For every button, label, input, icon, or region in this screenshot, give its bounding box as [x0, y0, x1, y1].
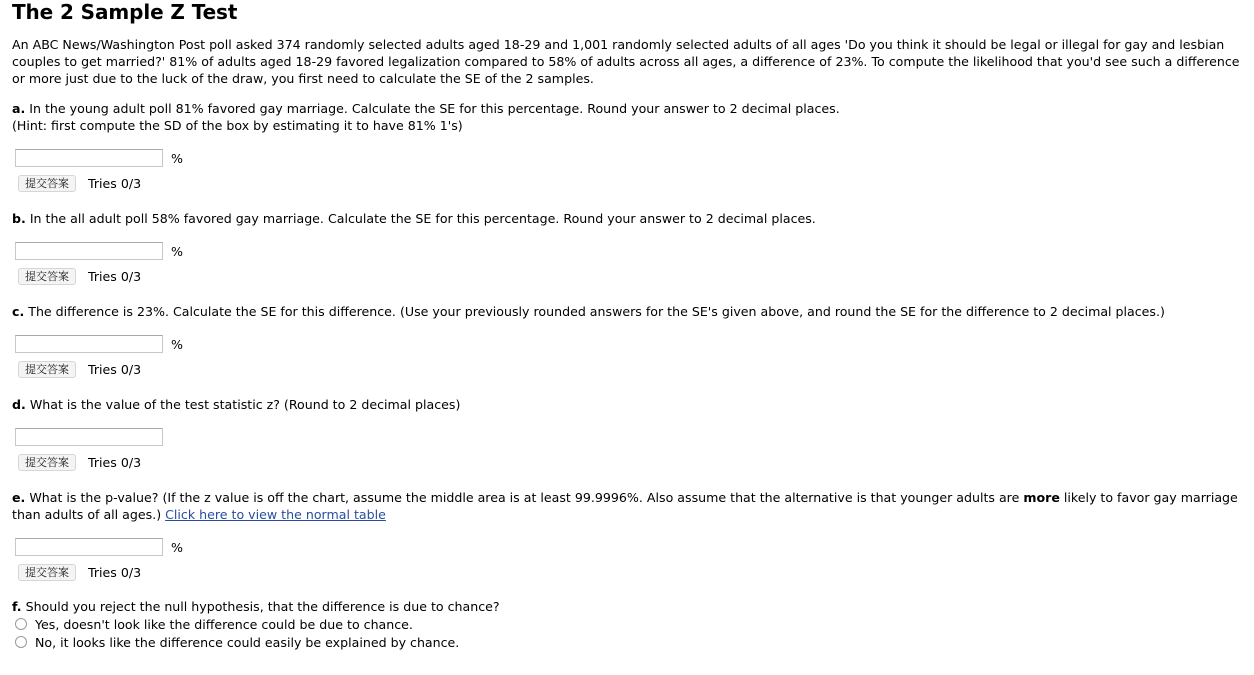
question-c: [12, 303, 1242, 320]
question-e-emphasis: more: [1023, 490, 1060, 505]
tries-counter-a: Tries 0/3: [88, 175, 142, 191]
submit-row-a: [12, 174, 1242, 192]
question-d-letter: d.: [12, 397, 26, 412]
answer-row-c: [12, 335, 1242, 353]
question-a-letter: a.: [12, 101, 26, 116]
submit-row-d: [12, 453, 1242, 471]
intro-paragraph: An ABC News/Washington Post poll asked 374 randomly selected adults aged 18-29 and 1,001 randomly selected adults of all ages 'Do you think it should be legal or illegal for gay and lesbian couples to get married?' 81% of adults aged 18-29 favored legalization compared to 58% of adults across all ages, a difference of 23%. To compute the likelihood that you'd see such a difference or more just due to the luck of the draw, you first need to calculate the SE of the 2 samples.: [12, 37, 1240, 86]
submit-button-e[interactable]: 提交答案: [18, 564, 76, 581]
question-f-letter: f.: [12, 599, 22, 614]
answer-input-a[interactable]: [15, 149, 163, 167]
submit-button-b[interactable]: 提交答案: [18, 268, 76, 285]
normal-table-link[interactable]: Click here to view the normal table: [165, 507, 386, 522]
percent-sign-c: %: [171, 336, 183, 352]
tries-counter-e: Tries 0/3: [88, 564, 142, 580]
tries-counter-c: Tries 0/3: [88, 361, 142, 377]
submit-button-c[interactable]: 提交答案: [18, 361, 76, 378]
answer-row-a: [12, 149, 1242, 167]
question-a: [12, 100, 1242, 134]
answer-input-c[interactable]: [15, 335, 163, 353]
question-b-text: In the all adult poll 58% favored gay marriage. Calculate the SE for this percentage. Round your answer to 2 decimal places.: [25, 211, 816, 226]
question-a-hint: (Hint: first compute the SD of the box by estimating it to have 81% 1's): [12, 118, 463, 133]
radio-yes[interactable]: [15, 618, 27, 630]
submit-row-e: [12, 563, 1242, 581]
question-e-letter: e.: [12, 490, 26, 505]
question-e-text-before: What is the p-value? (If the z value is off the chart, assume the middle area is at least 99.9996%. Also assume that the alternative is that younger adults are: [25, 490, 1024, 505]
question-b: [12, 210, 1242, 227]
answer-input-b[interactable]: [15, 242, 163, 260]
question-c-letter: c.: [12, 304, 25, 319]
question-e: [12, 489, 1242, 523]
question-d: [12, 396, 1242, 413]
question-d-text: What is the value of the test statistic z? (Round to 2 decimal places): [25, 397, 461, 412]
radio-no[interactable]: [15, 636, 27, 648]
submit-row-c: [12, 360, 1242, 378]
question-e-text-after: likely to favor gay marriage than adults of all ages.): [12, 490, 1238, 522]
answer-input-e[interactable]: [15, 538, 163, 556]
option-no-label: No, it looks like the difference could easily be explained by chance.: [35, 634, 460, 650]
question-b-letter: b.: [12, 211, 26, 226]
answer-input-d[interactable]: [15, 428, 163, 446]
question-f-text: Should you reject the null hypothesis, that the difference is due to chance?: [21, 599, 500, 614]
submit-row-b: [12, 267, 1242, 285]
percent-sign-e: %: [171, 539, 183, 555]
option-yes[interactable]: [12, 615, 1242, 633]
answer-row-d: [12, 428, 1242, 446]
answer-row-e: [12, 538, 1242, 556]
tries-counter-b: Tries 0/3: [88, 268, 142, 284]
submit-button-a[interactable]: 提交答案: [18, 175, 76, 192]
option-no[interactable]: [12, 633, 1242, 651]
percent-sign-a: %: [171, 150, 183, 166]
percent-sign-b: %: [171, 243, 183, 259]
page-title: The 2 Sample Z Test: [12, 0, 238, 24]
answer-row-b: [12, 242, 1242, 260]
question-c-text: The difference is 23%. Calculate the SE for this difference. (Use your previously rounded answers for the SE's given above, and round the SE for the difference to 2 decimal places.): [24, 304, 1165, 319]
tries-counter-d: Tries 0/3: [88, 454, 142, 470]
submit-button-d[interactable]: 提交答案: [18, 454, 76, 471]
option-yes-label: Yes, doesn't look like the difference could be due to chance.: [35, 616, 413, 632]
question-f: [12, 598, 1242, 615]
question-a-text: In the young adult poll 81% favored gay marriage. Calculate the SE for this percentage. Round your answer to 2 decimal places.: [25, 101, 840, 116]
